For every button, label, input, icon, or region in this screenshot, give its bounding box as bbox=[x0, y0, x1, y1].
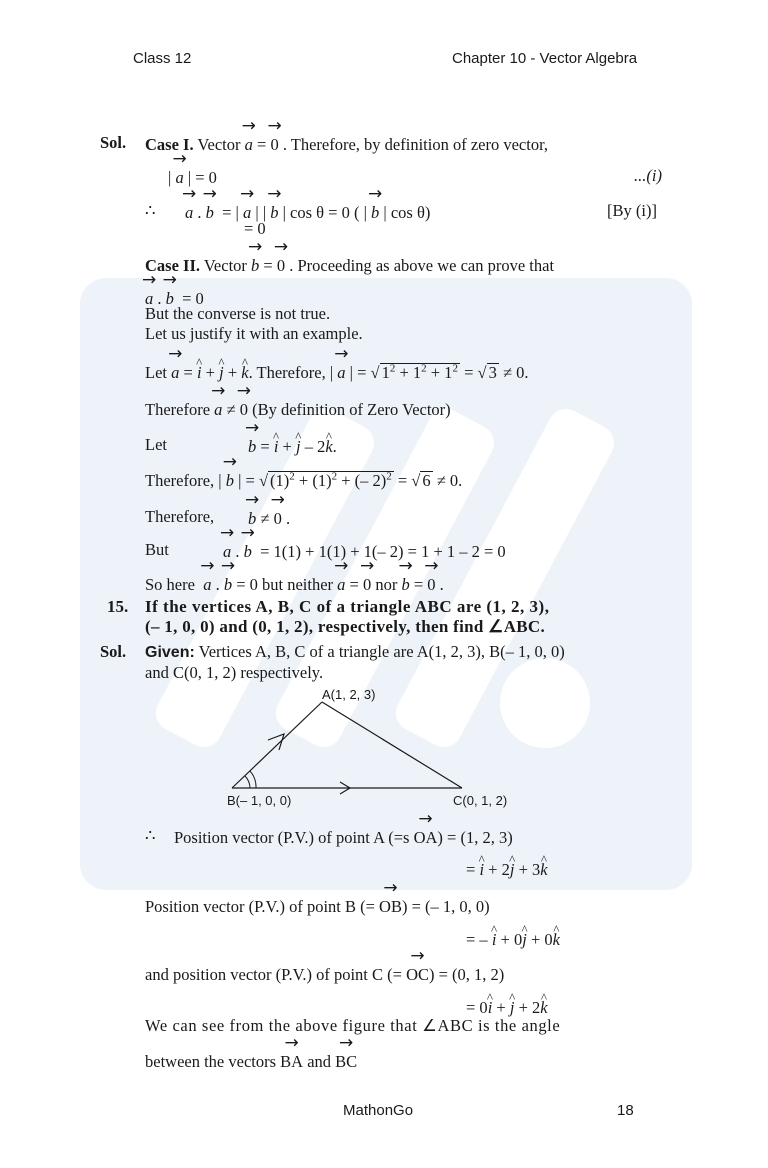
vector-a: → a bbox=[245, 133, 253, 155]
but-eq: → a . → b = 1(1) + 1(1) + 1(– 2) = 1 + 1 – 2 = 0 bbox=[223, 540, 506, 562]
eq-equals-zero: = 0 bbox=[244, 219, 266, 238]
pv-b-ijk: = – ^ i + 0^ j + 0^ k bbox=[466, 930, 560, 950]
given-label: Given: bbox=[145, 644, 195, 661]
let-text: Let bbox=[145, 363, 167, 382]
q15-line1: If the vertices A, B, C of a triangle ABC are (1, 2, 3), bbox=[145, 597, 550, 616]
let-b-label: Let bbox=[145, 435, 167, 454]
arrow-ba bbox=[268, 734, 284, 750]
a-not-zero-line: Therefore → a ≠ → 0 (By definition of Zero Vector) bbox=[145, 398, 451, 420]
case1-line: Case I. Vector → a = → 0 . Therefore, by definition of zero vector, bbox=[145, 133, 548, 155]
label-b: B(– 1, 0, 0) bbox=[227, 793, 292, 808]
pv-b-line: Position vector (P.V.) of point B (= → OB) = (– 1, 0, 0) bbox=[145, 895, 490, 917]
page-number: 18 bbox=[617, 1102, 634, 1119]
so-here-line: So here → a . → b = 0 but neither → a = → 0 nor → b = → 0 . bbox=[145, 573, 444, 595]
q15-number: 15. bbox=[107, 597, 129, 616]
label-c: C(0, 1, 2) bbox=[453, 793, 508, 808]
zero-def: (By definition of Zero Vector) bbox=[252, 400, 451, 419]
eq-ref-i: ...(i) bbox=[634, 166, 662, 185]
therefore-symbol: ∴ bbox=[145, 201, 156, 220]
mag-b-line: Therefore, | → b | = √ $(1)^2 + (1)^2$ + (– 2)$^2$ = √ 6 ≠ 0. bbox=[145, 469, 462, 491]
label-a: A(1, 2, 3) bbox=[322, 687, 376, 702]
zero-vector: → 0 bbox=[270, 133, 278, 155]
angle-arc-2 bbox=[250, 771, 256, 788]
conclusion-line2: between the vectors → BA and → BC bbox=[145, 1050, 357, 1072]
given-text: Vertices A, B, C of a triangle are A(1, 2, 3), B(– 1, 0, 0) bbox=[198, 642, 565, 661]
case2-tail: . Proceeding as above we can prove that bbox=[289, 256, 555, 275]
eq-mag-a-zero: | → a | = 0 bbox=[168, 166, 217, 188]
case2-heading: Case II. bbox=[145, 256, 201, 275]
q15-line2: (– 1, 0, 0) and (0, 1, 2), respectively, then find ∠ABC. bbox=[145, 617, 546, 636]
let-a-line: Let → a = ^ i + ^ j + ^ k. Therefore, | → a | = √ $1^2 + 1^2 + 1^2$ = √ 3 ≠ 0. bbox=[145, 361, 529, 383]
sol-label: Sol. bbox=[100, 133, 127, 152]
let-b-eq: → b = ^ i + ^ j – 2^ k. bbox=[248, 435, 337, 457]
pv-c-ijk: = 0^ i + ^ j + 2^ k bbox=[466, 998, 548, 1018]
pv-a-ijk: = ^ i + 2^ j + 3^ k bbox=[466, 860, 548, 880]
converse-text: But the converse is not true. bbox=[145, 304, 331, 323]
angle-arc-1 bbox=[245, 776, 250, 788]
case2-line: Case II. Vector → b = → 0 . Proceeding as above we can prove that bbox=[145, 254, 554, 276]
b-not-zero-label: Therefore, bbox=[145, 507, 215, 526]
justify-text: Let us justify it with an example. bbox=[145, 324, 363, 343]
by-ref: [By (i)] bbox=[607, 201, 657, 220]
side-ba bbox=[232, 702, 322, 788]
case1-intro: Vector bbox=[197, 135, 241, 154]
therefore-symbol-2: ∴ bbox=[145, 826, 156, 845]
pv-a-line: Position vector (P.V.) of point A (=s → OA) = (1, 2, 3) bbox=[174, 826, 513, 848]
given-text2: and C(0, 1, 2) respectively. bbox=[145, 663, 324, 682]
chapter-label: Chapter 10 - Vector Algebra bbox=[452, 50, 638, 67]
footer-brand: MathonGo bbox=[343, 1102, 414, 1119]
given-line bbox=[145, 642, 565, 663]
case2-intro: Vector bbox=[203, 256, 247, 275]
pv-c-line: and position vector (P.V.) of point C (= → OC) = (0, 1, 2) bbox=[145, 963, 504, 985]
conclusion-line1: We can see from the above figure that ∠ABC is the angle bbox=[145, 1016, 561, 1035]
sol15-label: Sol. bbox=[100, 642, 127, 661]
b-not-zero-eq: → b ≠ → 0 . bbox=[248, 507, 290, 529]
case1-heading: Case I. bbox=[145, 135, 194, 154]
but-label: But bbox=[145, 540, 169, 559]
side-ac bbox=[322, 702, 462, 788]
eq-ab-zero: → a . → b = 0 bbox=[145, 287, 204, 309]
eq-dot-product: → a . → b = | → a | | → b | cos θ = 0 ( | → b | cos θ) bbox=[185, 201, 430, 223]
class-label: Class 12 bbox=[133, 50, 192, 67]
case1-tail: . Therefore, by definition of zero vector, bbox=[282, 135, 549, 154]
